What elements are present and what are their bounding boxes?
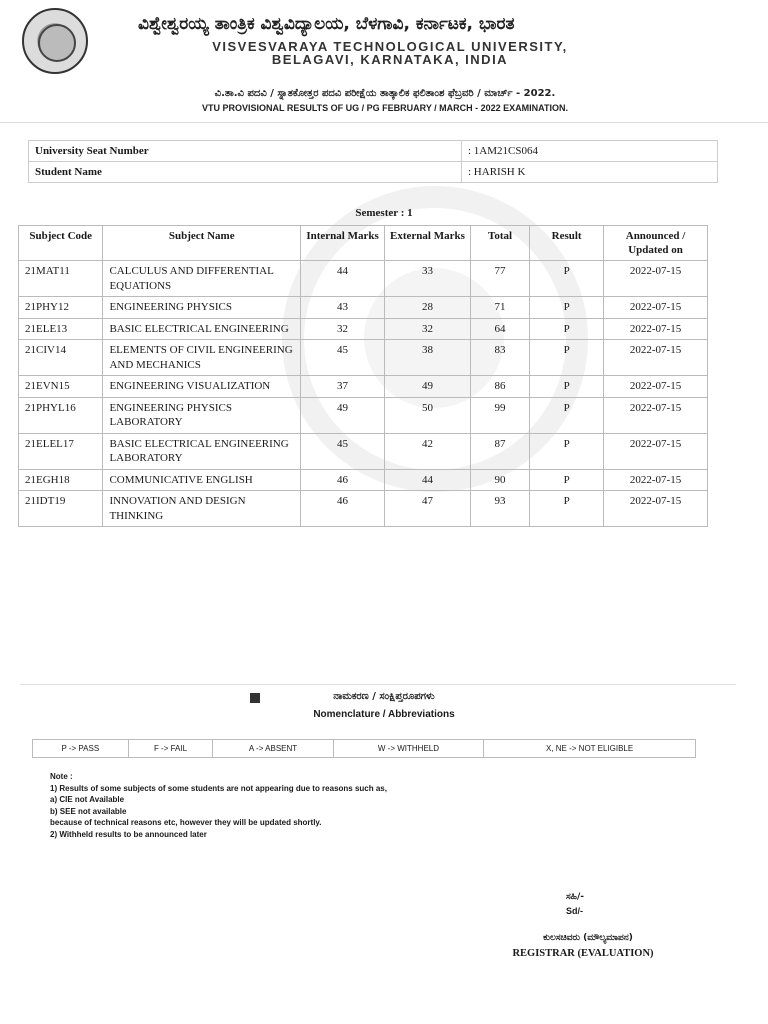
- total-marks-cell: 87: [470, 433, 529, 469]
- student-name-value: : HARISH K: [462, 162, 718, 183]
- header-subject-name: Subject Name: [103, 226, 301, 261]
- subject-name-cell: COMMUNICATIVE ENGLISH: [103, 469, 301, 491]
- notes-block: [50, 771, 387, 840]
- internal-marks-cell: 37: [301, 376, 385, 398]
- notes-line: 2) Withheld results to be announced later: [50, 829, 207, 839]
- external-marks-cell: 32: [385, 318, 471, 340]
- subject-code-cell: 21MAT11: [19, 261, 103, 297]
- result-cell: P: [530, 340, 604, 376]
- subject-name-cell: BASIC ELECTRICAL ENGINEERING LABORATORY: [103, 433, 301, 469]
- internal-marks-cell: 45: [301, 340, 385, 376]
- subject-name-cell: ENGINEERING PHYSICS: [103, 297, 301, 319]
- internal-marks-cell: 46: [301, 469, 385, 491]
- header-subject-code: Subject Code: [19, 226, 103, 261]
- header-total: Total: [470, 226, 529, 261]
- total-marks-cell: 99: [470, 397, 529, 433]
- subject-name-cell: ELEMENTS OF CIVIL ENGINEERING AND MECHANICS: [103, 340, 301, 376]
- abbreviations-row: [33, 740, 696, 758]
- university-title-line2: BELAGAVI, KARNATAKA, INDIA: [271, 52, 509, 67]
- total-marks-cell: 86: [470, 376, 529, 398]
- semester-label: Semester : 1: [355, 207, 413, 219]
- external-marks-cell: 49: [385, 376, 471, 398]
- result-cell: P: [530, 491, 604, 527]
- announced-date-cell: 2022-07-15: [604, 261, 708, 297]
- result-cell: P: [530, 318, 604, 340]
- external-marks-cell: 44: [385, 469, 471, 491]
- subject-code-cell: 21EGH18: [19, 469, 103, 491]
- subject-code-cell: 21ELE13: [19, 318, 103, 340]
- results-subtitle-english: VTU PROVISIONAL RESULTS OF UG / PG FEBRUARY / MARCH - 2022 EXAMINATION.: [201, 103, 569, 113]
- header-result: Result: [530, 226, 604, 261]
- results-subtitle-kannada: ವಿ.ತಾ.ವಿ ಪದವಿ / ಸ್ನಾತಕೋತ್ತರ ಪದವಿ ಪರೀಕ್ಷೆಯ ತಾತ್ಕಾಲಿಕ ಫಲಿತಾಂಶ ಫೆಬ್ರವರಿ / ಮಾರ್ಚ್ - 2022.: [214, 88, 556, 99]
- notes-line: b) SEE not available: [50, 806, 127, 816]
- table-row: [19, 491, 708, 527]
- seat-number-value: : 1AM21CS064: [462, 141, 718, 162]
- subject-code-cell: 21ELEL17: [19, 433, 103, 469]
- subject-name-cell: INNOVATION AND DESIGN THINKING: [103, 491, 301, 527]
- notes-title: Note :: [50, 772, 73, 781]
- nomenclature-title-kannada: ನಾಮಕರಣ / ಸಂಕ್ಷಿಪ್ತರೂಪಗಳು: [333, 691, 435, 702]
- total-marks-cell: 90: [470, 469, 529, 491]
- header-external-marks: External Marks: [385, 226, 471, 261]
- table-row: [19, 397, 708, 433]
- total-marks-cell: 93: [470, 491, 529, 527]
- student-info-table: [28, 140, 718, 183]
- seat-number-label: University Seat Number: [29, 141, 462, 162]
- announced-date-cell: 2022-07-15: [604, 297, 708, 319]
- result-cell: P: [530, 376, 604, 398]
- results-header-row: [19, 226, 708, 261]
- subject-code-cell: 21EVN15: [19, 376, 103, 398]
- result-cell: P: [530, 397, 604, 433]
- table-row: [19, 297, 708, 319]
- abbr-absent: A -> ABSENT: [213, 740, 333, 758]
- abbr-not-eligible: X, NE -> NOT ELIGIBLE: [484, 740, 696, 758]
- header-internal-marks: Internal Marks: [301, 226, 385, 261]
- results-table: [18, 225, 708, 527]
- university-logo: [22, 8, 88, 74]
- announced-date-cell: 2022-07-15: [604, 340, 708, 376]
- result-cell: P: [530, 433, 604, 469]
- subject-code-cell: 21IDT19: [19, 491, 103, 527]
- table-row: [19, 261, 708, 297]
- table-row: [19, 340, 708, 376]
- external-marks-cell: 33: [385, 261, 471, 297]
- notes-line: because of technical reasons etc, however they will be updated shortly.: [50, 818, 322, 827]
- announced-date-cell: 2022-07-15: [604, 433, 708, 469]
- student-name-row: [29, 162, 718, 183]
- announced-date-cell: 2022-07-15: [604, 469, 708, 491]
- notes-line: 1) Results of some subjects of some students are not appearing due to reasons such as,: [50, 783, 387, 793]
- university-title-english: [130, 40, 650, 66]
- abbr-pass: P -> PASS: [33, 740, 129, 758]
- total-marks-cell: 71: [470, 297, 529, 319]
- external-marks-cell: 38: [385, 340, 471, 376]
- subject-name-cell: ENGINEERING VISUALIZATION: [103, 376, 301, 398]
- table-row: [19, 433, 708, 469]
- total-marks-cell: 83: [470, 340, 529, 376]
- university-title-line1: VISVESVARAYA TECHNOLOGICAL UNIVERSITY,: [212, 39, 568, 54]
- result-cell: P: [530, 469, 604, 491]
- external-marks-cell: 42: [385, 433, 471, 469]
- results-header: [0, 0, 768, 120]
- external-marks-cell: 28: [385, 297, 471, 319]
- abbr-withheld: W -> WITHHELD: [333, 740, 483, 758]
- total-marks-cell: 77: [470, 261, 529, 297]
- internal-marks-cell: 49: [301, 397, 385, 433]
- announced-date-cell: 2022-07-15: [604, 397, 708, 433]
- header-announced: Announced / Updated on: [604, 226, 708, 261]
- nomenclature-divider: [20, 684, 736, 685]
- student-name-label: Student Name: [29, 162, 462, 183]
- internal-marks-cell: 46: [301, 491, 385, 527]
- nomenclature-title-english: Nomenclature / Abbreviations: [313, 709, 455, 720]
- subject-name-cell: BASIC ELECTRICAL ENGINEERING: [103, 318, 301, 340]
- announced-date-cell: 2022-07-15: [604, 318, 708, 340]
- total-marks-cell: 64: [470, 318, 529, 340]
- table-row: [19, 469, 708, 491]
- header-divider: [0, 122, 768, 123]
- result-cell: P: [530, 297, 604, 319]
- subject-code-cell: 21CIV14: [19, 340, 103, 376]
- university-title-kannada: ವಿಶ್ವೇಶ್ವರಯ್ಯ ತಾಂತ್ರಿಕ ವಿಶ್ವವಿದ್ಯಾಲಯ, ಬೆಳಗಾವಿ, ಕರ್ನಾಟಕ, ಭಾರತ: [138, 14, 515, 34]
- external-marks-cell: 50: [385, 397, 471, 433]
- internal-marks-cell: 44: [301, 261, 385, 297]
- registrar-title-kannada: ಕುಲಸಚಿವರು (ಮೌಲ್ಯಮಾಪನ): [543, 933, 633, 943]
- table-row: [19, 376, 708, 398]
- abbreviations-table: [32, 739, 696, 758]
- result-cell: P: [530, 261, 604, 297]
- internal-marks-cell: 45: [301, 433, 385, 469]
- signed-kannada: ಸಹಿ/-: [566, 892, 584, 902]
- table-row: [19, 318, 708, 340]
- signed-english: Sd/-: [566, 906, 583, 916]
- abbr-fail: F -> FAIL: [128, 740, 213, 758]
- subject-code-cell: 21PHYL16: [19, 397, 103, 433]
- internal-marks-cell: 43: [301, 297, 385, 319]
- subject-code-cell: 21PHY12: [19, 297, 103, 319]
- announced-date-cell: 2022-07-15: [604, 491, 708, 527]
- subject-name-cell: ENGINEERING PHYSICS LABORATORY: [103, 397, 301, 433]
- subject-name-cell: CALCULUS AND DIFFERENTIAL EQUATIONS: [103, 261, 301, 297]
- external-marks-cell: 47: [385, 491, 471, 527]
- seat-number-row: [29, 141, 718, 162]
- internal-marks-cell: 32: [301, 318, 385, 340]
- registrar-title-english: REGISTRAR (EVALUATION): [512, 948, 654, 959]
- notes-line: a) CIE not Available: [50, 795, 125, 804]
- announced-date-cell: 2022-07-15: [604, 376, 708, 398]
